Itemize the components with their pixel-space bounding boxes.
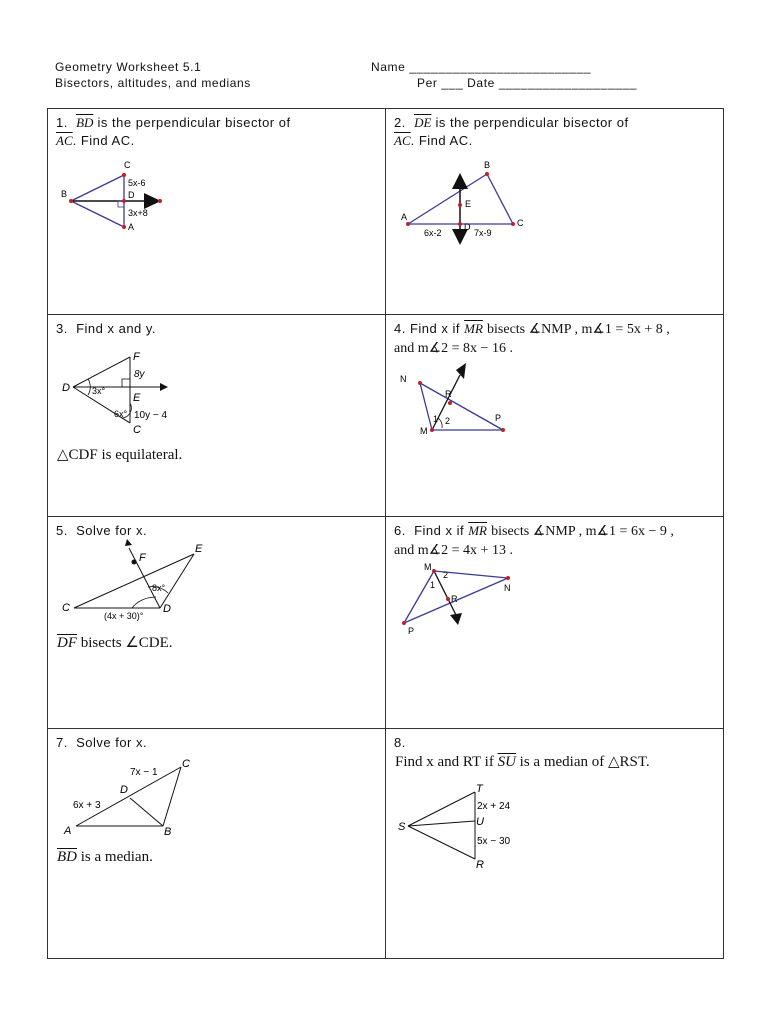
label-E: E xyxy=(465,199,472,209)
label-D: D xyxy=(464,222,471,232)
label-S: S xyxy=(398,821,406,833)
label-T: T xyxy=(476,783,483,795)
arrowhead-icon xyxy=(450,613,462,625)
arrowhead-icon xyxy=(456,363,466,379)
label-R: R xyxy=(476,859,484,871)
problem-3 xyxy=(48,315,386,517)
label-angle-2: 2 xyxy=(445,416,451,426)
label-D: D xyxy=(128,190,135,200)
problem-8-figure xyxy=(386,729,723,958)
label-8x: 8x° xyxy=(152,583,166,593)
problem-6-figure xyxy=(386,517,723,729)
arrowhead-icon xyxy=(125,539,132,546)
arrowhead-up-icon xyxy=(452,173,468,189)
label-N: N xyxy=(504,583,511,593)
problem-2-figure xyxy=(386,109,723,315)
problem-3-figure xyxy=(48,315,386,517)
problem-3-text: 3. Find x and y. xyxy=(56,321,157,336)
label-B: B xyxy=(61,189,68,199)
label-7x-9: 7x-9 xyxy=(474,228,492,238)
problem-8-text: Find x and RT if $\overline{SU}$ is a median of △RST. xyxy=(395,754,650,770)
arrowhead-icon xyxy=(160,383,168,391)
label-M: M xyxy=(420,426,428,436)
label-E: E xyxy=(133,392,141,404)
problem-6-text: 6. Find x if $\overline{MR}$ bisects ∡NMP , m∡1 = 6x − 9 , and m∡2 = 4x + 13 . xyxy=(394,523,674,558)
label-C: C xyxy=(517,218,524,228)
label-angle-2: 2 xyxy=(443,570,449,580)
problem-5-note: $\overline{DF}$ bisects ∠CDE. xyxy=(57,635,173,651)
label-C: C xyxy=(124,160,131,170)
label-A: A xyxy=(64,825,72,837)
problem-4-text: 4. Find x if $\overline{MR}$ bisects ∡NMP , m∡1 = 5x + 8 , and m∡2 = 8x − 16 . xyxy=(394,321,670,356)
label-6x: 6x° xyxy=(114,409,128,419)
label-N: N xyxy=(400,374,407,384)
label-B: B xyxy=(484,160,491,170)
label-C: C xyxy=(62,602,70,614)
label-D: D xyxy=(120,784,128,796)
label-2x+24: 2x + 24 xyxy=(477,801,511,812)
label-6x-2: 6x-2 xyxy=(424,228,442,238)
problem-6 xyxy=(386,517,723,729)
problem-grid xyxy=(47,108,724,959)
problem-7-text: 7. Solve for x. xyxy=(56,735,148,750)
label-P: P xyxy=(408,626,415,636)
label-F: F xyxy=(139,552,146,564)
label-A: A xyxy=(128,222,135,232)
problem-2 xyxy=(386,109,723,315)
label-10y-4: 10y − 4 xyxy=(134,410,168,421)
label-F: F xyxy=(133,351,140,363)
label-R: R xyxy=(451,594,458,604)
worksheet-subtitle: Bisectors, altitudes, and medians xyxy=(55,76,251,90)
label-D: D xyxy=(163,603,171,615)
per-date-field: Per ___ Date ___________________ xyxy=(417,76,638,90)
problem-4-figure xyxy=(386,315,723,517)
worksheet-title: Geometry Worksheet 5.1 xyxy=(55,60,202,74)
problem-1-figure xyxy=(48,109,386,315)
name-field: Name _________________________ xyxy=(371,60,592,74)
label-angle-1: 1 xyxy=(430,580,436,590)
problem-5 xyxy=(48,517,386,729)
label-C: C xyxy=(182,758,190,770)
problem-4 xyxy=(386,315,723,517)
label-R: R xyxy=(445,389,452,399)
label-5x-6: 5x-6 xyxy=(128,178,146,188)
label-angle-1: 1 xyxy=(433,414,439,424)
label-8y: 8y xyxy=(134,369,145,380)
problem-5-figure xyxy=(48,517,386,729)
problem-7-note: $\overline{BD}$ is a median. xyxy=(57,849,153,865)
label-5x-30: 5x − 30 xyxy=(477,836,511,847)
label-P: P xyxy=(495,413,502,423)
problem-1-text: 1. $\overline{BD}$ is the perpendicular bisector of $\overline{AC}$. Find AC. xyxy=(56,115,291,148)
problem-7 xyxy=(48,729,386,958)
problem-8 xyxy=(386,729,723,958)
label-B: B xyxy=(164,826,172,838)
label-U: U xyxy=(476,816,484,828)
problem-7-figure xyxy=(48,729,386,958)
problem-3-note: △CDF is equilateral. xyxy=(57,447,183,463)
label-A: A xyxy=(401,212,408,222)
label-E: E xyxy=(195,543,203,555)
label-4x+30: (4x + 30)° xyxy=(104,611,144,621)
problem-5-text: 5. Solve for x. xyxy=(56,523,148,538)
label-3x+8: 3x+8 xyxy=(128,208,148,218)
label-3x: 3x° xyxy=(92,386,106,396)
problem-1 xyxy=(48,109,386,315)
problem-2-text: 2. $\overline{DE}$ is the perpendicular bisector of $\overline{AC}$. Find AC. xyxy=(394,115,629,148)
label-C: C xyxy=(133,424,141,436)
label-6x+3: 6x + 3 xyxy=(73,800,101,811)
label-7x-1: 7x − 1 xyxy=(130,767,158,778)
problem-8-num: 8. xyxy=(394,735,406,750)
label-D: D xyxy=(62,382,70,394)
label-M: M xyxy=(424,562,432,572)
